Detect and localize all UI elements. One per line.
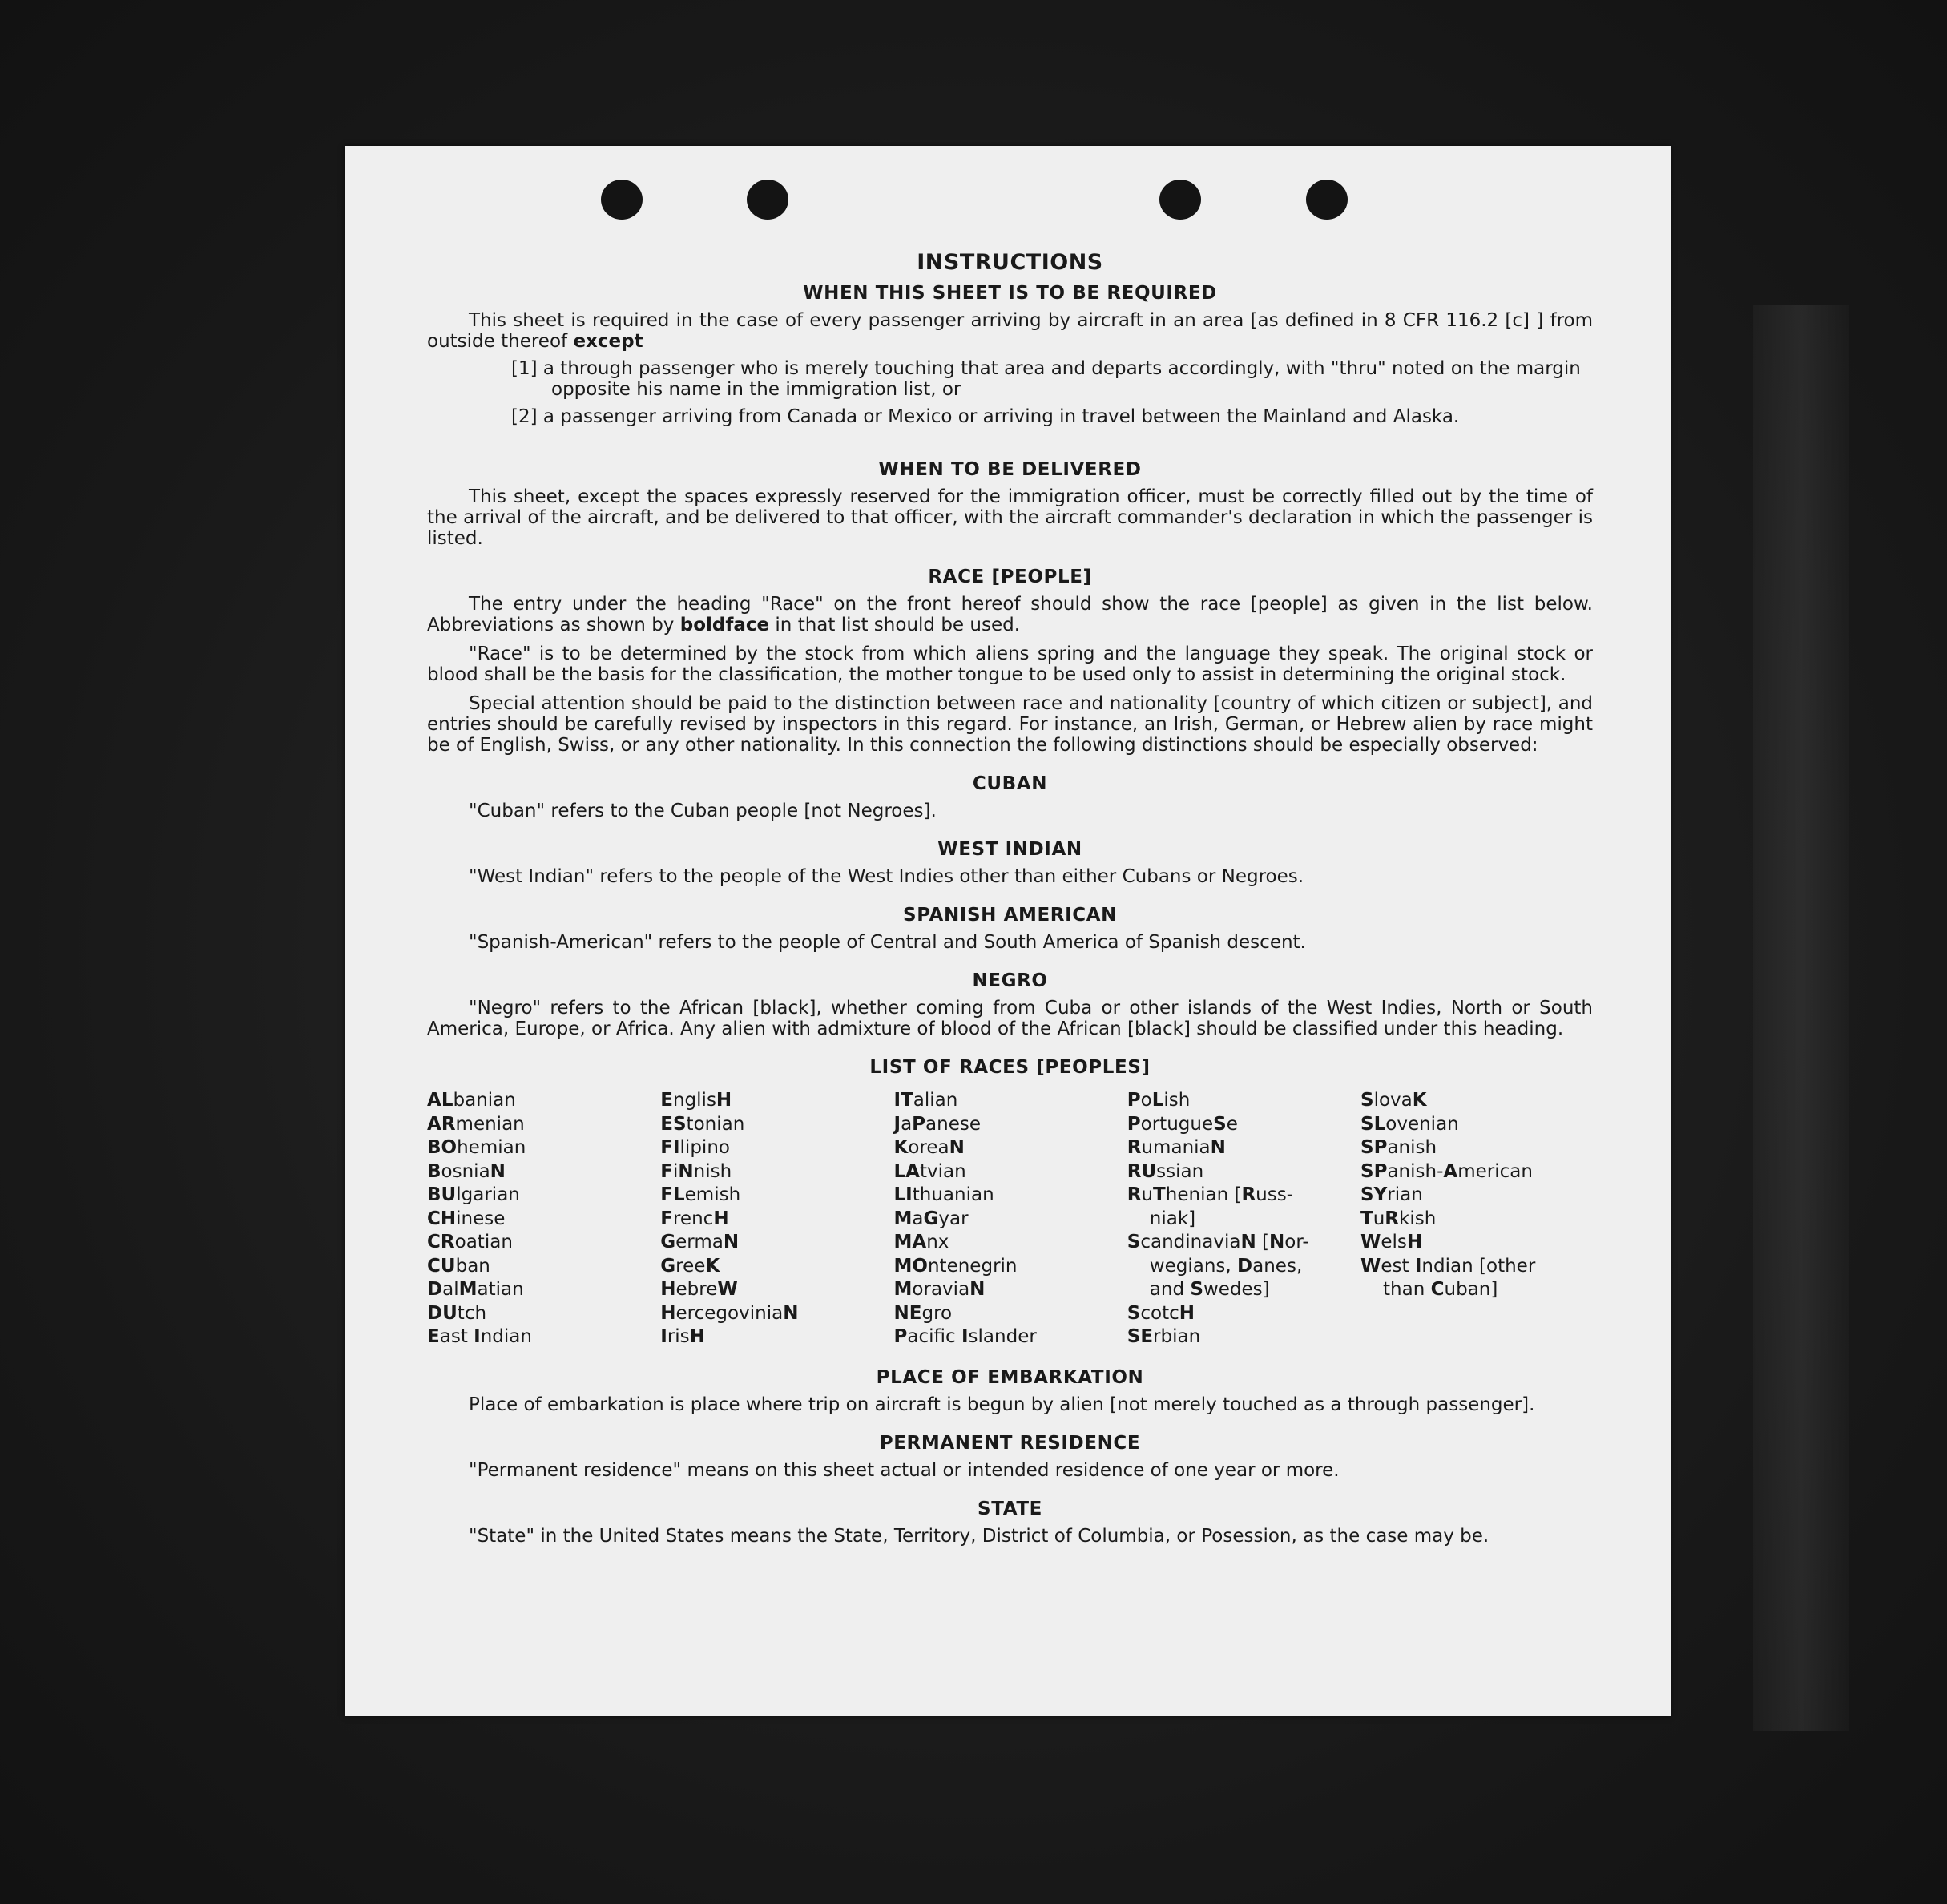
races-column [1127, 1089, 1360, 1349]
race-paragraph-3: Special attention should be paid to the distinction between race and nationality [country of which citizen or subject], and entries should be carefully revised by inspectors in this regard. For instance, an Irish, German, or Hebrew alien by race might be of English, Swiss, or any other nationality. In this connection the following distinctions should be especially observed: [427, 693, 1593, 756]
race-entry: MoraviaN [893, 1279, 986, 1300]
race-entry: SlovaK [1360, 1090, 1427, 1111]
section-heading-embarkation: PLACE OF EMBARKATION [876, 1366, 1144, 1388]
races-column [660, 1089, 893, 1349]
boldface-word: boldface [679, 615, 770, 635]
punch-hole [1306, 180, 1348, 220]
race-entry: SPanish-American [1360, 1160, 1533, 1182]
race-entry: FLemish [660, 1184, 741, 1205]
race-entry: LIthuanian [893, 1184, 994, 1205]
state-paragraph: "State" in the United States means the State, Territory, District of Columbia, or Posession, as the case may be. [469, 1525, 1489, 1547]
section-heading-state: STATE [978, 1498, 1042, 1519]
race-entry: KoreaN [893, 1137, 965, 1158]
delivered-paragraph: This sheet, except the spaces expressly reserved for the immigration officer, must be correctly filled out by the time of the arrival of the aircraft, and be delivered to that officer, with the aircraft commander's declaration in which the passenger is listed. [427, 486, 1593, 549]
race-entry: BUlgarian [427, 1184, 520, 1205]
race-entry: SYrian [1360, 1184, 1423, 1205]
race-paragraph-2: "Race" is to be determined by the stock from which aliens spring and the language they speak. The original stock or blood shall be the basis for the classification, the mother tongue to be used only to assist in determining the original stock. [427, 643, 1593, 685]
exception-item: [1] a through passenger who is merely touching that area and departs accordingly, with "thru" noted on the margin opposite his name in the immigration list, or [511, 358, 1581, 400]
races-column [427, 1089, 659, 1349]
race-entry: DalMatian [427, 1279, 524, 1300]
race-entry: PoLish [1127, 1090, 1191, 1111]
negro-paragraph: "Negro" refers to the African [black], whether coming from Cuba or other islands of the West Indies, North or South America, Europe, or Africa. Any alien with admixture of blood of the African [black] should be classified under this heading. [427, 998, 1593, 1039]
race-entry: FIlipino [660, 1137, 730, 1158]
races-column [1360, 1089, 1593, 1349]
race-entry: and Swedes] [1149, 1279, 1270, 1300]
race-paragraph-1: The entry under the heading "Race" on the front hereof should show the race [people] as given in the list below. Abbreviations as shown by boldface in that list should be used. [427, 594, 1593, 635]
race-entry: MaGyar [893, 1208, 969, 1229]
race-entry: JaPanese [893, 1113, 982, 1135]
race-entry: PortugueSe [1127, 1113, 1238, 1135]
section-heading-list-of-races: LIST OF RACES [PEOPLES] [869, 1057, 1151, 1078]
race-entry: CUban [427, 1255, 490, 1277]
race-entry: SErbian [1127, 1326, 1201, 1347]
race-entry: FiNnish [660, 1160, 732, 1182]
race-entry: HebreW [660, 1279, 738, 1300]
race-entry: GreeK [660, 1255, 720, 1277]
race-entry: RuThenian [Russ- [1127, 1184, 1294, 1205]
race-entry: EnglisH [660, 1090, 732, 1111]
race-entry: NEgro [893, 1302, 953, 1324]
race-entry: RumaniaN [1127, 1137, 1226, 1158]
race-entry: DUtch [427, 1302, 487, 1324]
section-heading-permanent-residence: PERMANENT RESIDENCE [879, 1432, 1141, 1454]
section-heading-delivered: WHEN TO BE DELIVERED [878, 459, 1142, 480]
race-entry: RUssian [1127, 1160, 1204, 1182]
instructions-content [427, 250, 1593, 1547]
document-page [345, 146, 1671, 1716]
race-entry: WelsH [1360, 1232, 1423, 1253]
race-entry: ScandinaviaN [Nor- [1127, 1232, 1309, 1253]
race-entry: EStonian [660, 1113, 745, 1135]
race-entry: CRoatian [427, 1232, 513, 1253]
race-entry: SLovenian [1360, 1113, 1459, 1135]
race-entry: CHinese [427, 1208, 506, 1229]
exception-item: [2] a passenger arriving from Canada or Mexico or arriving in travel between the Mainland and Alaska. [511, 406, 1460, 427]
section-heading-negro: NEGRO [972, 970, 1048, 991]
race-entry: Pacifc Islander [893, 1326, 1037, 1347]
race-entry: TuRkish [1360, 1208, 1437, 1229]
punch-hole [1159, 180, 1201, 220]
permanent-residence-paragraph: "Permanent residence" means on this sheet actual or intended residence of one year or more. [469, 1459, 1340, 1481]
punch-hole [601, 180, 643, 220]
race-entry: LAtvian [893, 1160, 966, 1182]
page-title: INSTRUCTIONS [917, 250, 1103, 275]
embarkation-paragraph: Place of embarkation is place where trip on aircraft is begun by alien [not merely touched as a through passenger]. [469, 1394, 1535, 1415]
race-entry: East Indian [427, 1326, 532, 1347]
section-heading-spanish-american: SPANISH AMERICAN [903, 905, 1117, 926]
race-entry: MAnx [893, 1232, 949, 1253]
race-entry: niak] [1149, 1208, 1196, 1229]
punch-hole [747, 180, 788, 220]
race-entry: BOhemian [427, 1137, 526, 1158]
section-heading-race: RACE [PEOPLE] [928, 567, 1092, 587]
section-heading-west-indian: WEST INDIAN [937, 839, 1082, 860]
west-indian-paragraph: "West Indian" refers to the people of the West Indies other than either Cubans or Negroes. [469, 866, 1304, 887]
races-column [894, 1089, 1127, 1349]
race-entry: BosniaN [427, 1160, 506, 1182]
cuban-paragraph: "Cuban" refers to the Cuban people [not Negroes]. [469, 801, 937, 821]
section-heading-required: WHEN THIS SHEET IS TO BE REQUIRED [803, 283, 1217, 304]
races-list [427, 1089, 1593, 1349]
race-entry: ALbanian [427, 1090, 516, 1111]
race-entry: ITalian [893, 1090, 958, 1111]
race-entry: wegians, Danes, [1149, 1255, 1303, 1277]
race-entry: ARmenian [427, 1113, 525, 1135]
race-entry: West Indian [other [1360, 1255, 1536, 1277]
race-entry: FrencH [660, 1208, 729, 1229]
spanish-american-paragraph: "Spanish-American" refers to the people of Central and South America of Spanish descent. [469, 932, 1306, 953]
race-entry: than Cuban] [1383, 1279, 1498, 1300]
race-entry: ScotcH [1127, 1302, 1195, 1324]
except-emphasis: except [573, 331, 643, 352]
race-entry: SPanish [1360, 1137, 1437, 1158]
section-heading-cuban: CUBAN [972, 773, 1048, 794]
background-strip [1753, 305, 1849, 1731]
race-entry: GermaN [660, 1232, 740, 1253]
race-entry: MOntenegrin [893, 1255, 1018, 1277]
required-paragraph: This sheet is required in the case of every passenger arriving by aircraft in an area [as defined in 8 CFR 116.2 [c] ] from outside thereof except [427, 310, 1593, 352]
race-entry: HercegoviniaN [660, 1302, 799, 1324]
race-entry: IrisH [660, 1326, 705, 1347]
